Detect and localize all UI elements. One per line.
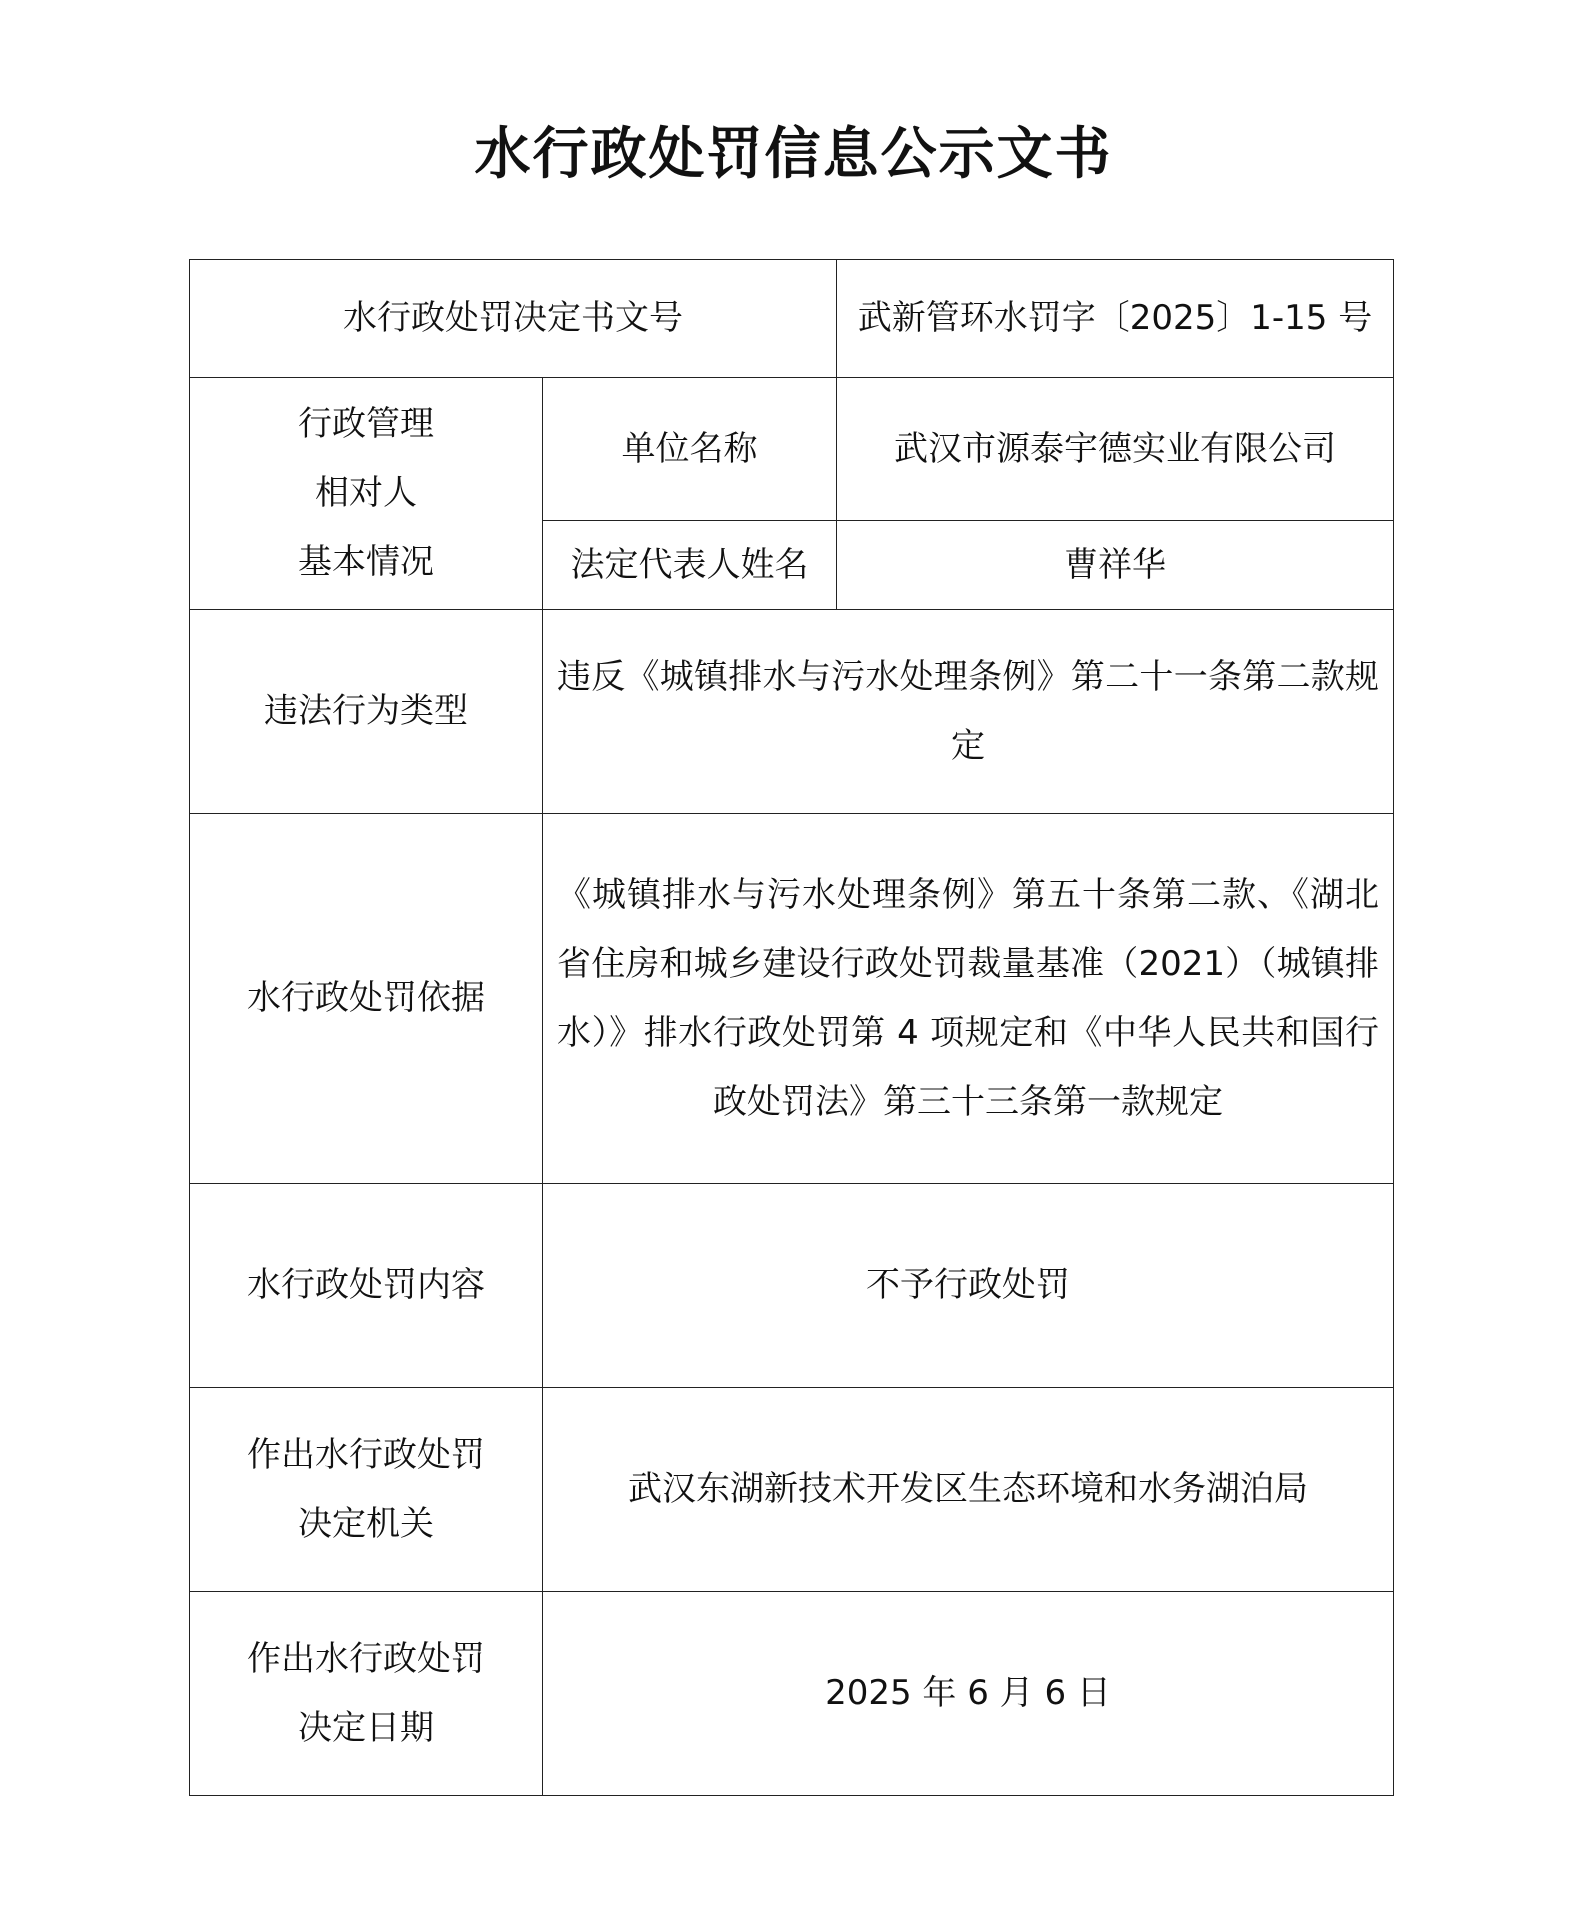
row-violation-type (190, 610, 1394, 814)
legal-rep-label: 法定代表人姓名 (543, 521, 837, 610)
authority-label-line: 决定机关 (298, 1503, 434, 1544)
penalty-basis-text: 《城镇排水与污水处理条例》第五十条第二款、《湖北省住房和城乡建设行政处罚裁量基准（2021）（城镇排水）》排水行政处罚第 4 项规定和《中华人民共和国行政处罚法》第三十三条第一款规定 (557, 874, 1379, 1122)
row-unit-name (190, 378, 1394, 521)
decision-date-label-line: 决定日期 (298, 1707, 434, 1748)
decision-number-label: 水行政处罚决定书文号 (190, 260, 837, 378)
violation-type-label: 违法行为类型 (190, 610, 543, 814)
violation-type-text: 违反《城镇排水与污水处理条例》第二十一条第二款规定 (557, 656, 1379, 766)
penalty-basis-value (543, 814, 1394, 1184)
legal-rep-value: 曹祥华 (837, 521, 1394, 610)
decision-date-value: 2025 年 6 月 6 日 (543, 1592, 1394, 1796)
party-info-label-line: 相对人 (315, 473, 417, 513)
document-title: 水行政处罚信息公示文书 (474, 121, 1113, 187)
violation-type-value (543, 610, 1394, 814)
penalty-info-table (189, 259, 1394, 1796)
row-authority (190, 1388, 1394, 1592)
penalty-content-value: 不予行政处罚 (543, 1184, 1394, 1388)
party-info-label-line: 基本情况 (298, 542, 434, 582)
penalty-content-label: 水行政处罚内容 (190, 1184, 543, 1388)
unit-name-label: 单位名称 (543, 378, 837, 521)
penalty-basis-label: 水行政处罚依据 (190, 814, 543, 1184)
row-decision-number (190, 260, 1394, 378)
party-info-label-line: 行政管理 (298, 404, 434, 444)
party-info-label (190, 378, 543, 610)
decision-date-label (190, 1592, 543, 1796)
row-decision-date (190, 1592, 1394, 1796)
unit-name-value: 武汉市源泰宇德实业有限公司 (837, 378, 1394, 521)
authority-value: 武汉东湖新技术开发区生态环境和水务湖泊局 (543, 1388, 1394, 1592)
authority-label (190, 1388, 543, 1592)
authority-label-line: 作出水行政处罚 (247, 1434, 485, 1475)
row-penalty-basis (190, 814, 1394, 1184)
decision-number-value: 武新管环水罚字〔2025〕1-15 号 (837, 260, 1394, 378)
row-penalty-content (190, 1184, 1394, 1388)
decision-date-label-line: 作出水行政处罚 (247, 1638, 485, 1679)
